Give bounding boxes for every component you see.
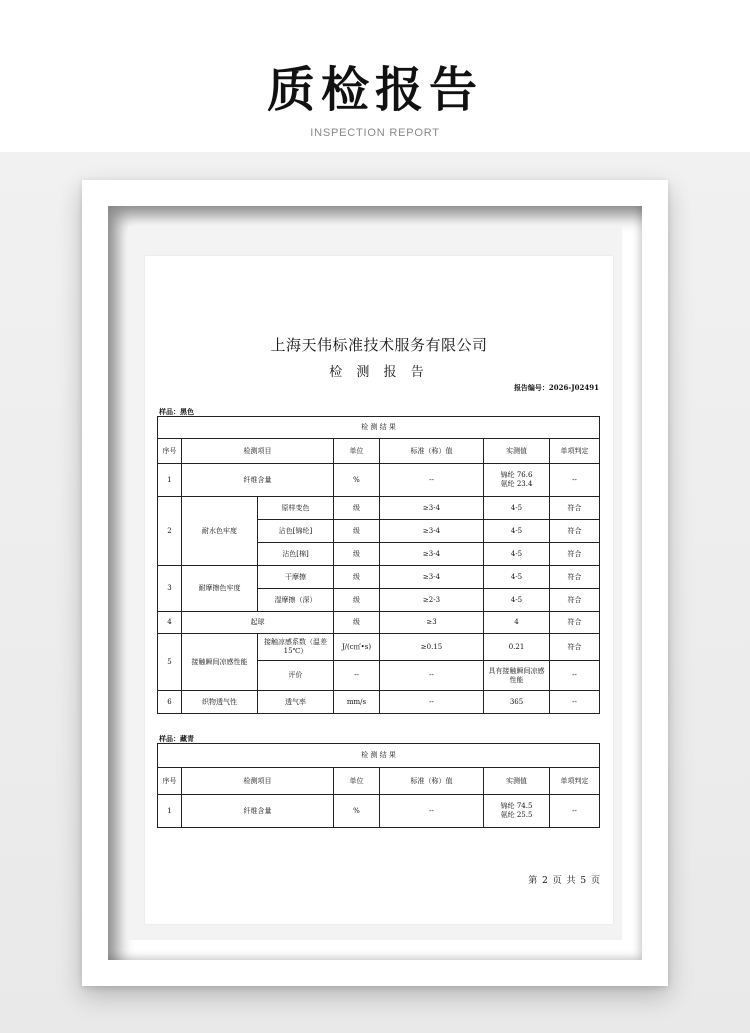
- row-measured: [484, 795, 550, 828]
- row-unit: 级: [334, 497, 380, 520]
- row-no: 2: [158, 497, 182, 566]
- table-title: 检 测 结 果: [158, 417, 600, 439]
- row-measured: 具有接触瞬间凉感性能: [484, 661, 550, 691]
- results-table-black: [157, 416, 600, 714]
- measured-line: 锦纶 74.5: [500, 802, 533, 810]
- col-header-standard: 标准（称）值: [380, 439, 484, 464]
- row-measured: 4-5: [484, 497, 550, 520]
- row-judgement: --: [550, 691, 600, 714]
- col-header-measured: 实测值: [484, 439, 550, 464]
- col-header-measured: 实测值: [484, 768, 550, 795]
- row-no: 5: [158, 634, 182, 691]
- table-title-row: [158, 417, 600, 439]
- row-measured: 4: [484, 612, 550, 634]
- row-standard: ≥2-3: [380, 589, 484, 612]
- page-number: 第 2 页 共 5 页: [528, 876, 601, 886]
- row-judgement: --: [550, 795, 600, 828]
- col-header-judgement: 单项判定: [550, 439, 600, 464]
- row-judgement: --: [550, 464, 600, 497]
- col-header-no: 序号: [158, 439, 182, 464]
- measured-line: 氨纶 25.5: [500, 811, 533, 819]
- table-row: [158, 612, 600, 634]
- row-judgement: --: [550, 661, 600, 691]
- row-standard: ≥3-4: [380, 497, 484, 520]
- col-header-item: 检测项目: [182, 439, 334, 464]
- col-header-standard: 标准（称）值: [380, 768, 484, 795]
- row-unit: 级: [334, 612, 380, 634]
- col-header-item: 检测项目: [182, 768, 334, 795]
- row-subitem: 原样变色: [258, 497, 334, 520]
- row-measured: 4-5: [484, 566, 550, 589]
- report-number: 报告编号：2026-J02491: [513, 383, 599, 392]
- report-paper: [145, 256, 613, 924]
- table-title: 检 测 结 果: [158, 744, 600, 768]
- row-item: 纤维含量: [182, 795, 334, 828]
- row-no: 4: [158, 612, 182, 634]
- row-unit: J/(c㎡•s): [334, 634, 380, 661]
- row-subitem: 透气率: [258, 691, 334, 714]
- table-row: [158, 497, 600, 520]
- table-row: [158, 795, 600, 828]
- row-measured: 4-5: [484, 589, 550, 612]
- table-row: [158, 691, 600, 714]
- row-standard: ≥3-4: [380, 543, 484, 566]
- row-subitem: 湿摩擦（深）: [258, 589, 334, 612]
- table-header-row: [158, 439, 600, 464]
- row-measured: [484, 464, 550, 497]
- row-subitem: 沾色[棉]: [258, 543, 334, 566]
- page-subtitle: INSPECTION REPORT: [310, 127, 440, 139]
- col-header-unit: 单位: [334, 768, 380, 795]
- row-standard: --: [380, 661, 484, 691]
- row-no: 6: [158, 691, 182, 714]
- row-judgement: 符合: [550, 520, 600, 543]
- row-standard: --: [380, 464, 484, 497]
- col-header-unit: 单位: [334, 439, 380, 464]
- row-no: 3: [158, 566, 182, 612]
- row-no: 1: [158, 795, 182, 828]
- row-standard: ≥3: [380, 612, 484, 634]
- row-item: 起球: [182, 612, 334, 634]
- row-item: 纤维含量: [182, 464, 334, 497]
- row-judgement: 符合: [550, 543, 600, 566]
- table-header-row: [158, 768, 600, 795]
- row-standard: --: [380, 795, 484, 828]
- sample-label-navy: 样品：藏青: [159, 734, 194, 743]
- measured-line: 锦纶 76.6: [500, 471, 533, 479]
- row-unit: 级: [334, 520, 380, 543]
- row-unit: 级: [334, 566, 380, 589]
- row-standard: ≥3-4: [380, 520, 484, 543]
- results-table-navy: [157, 743, 600, 828]
- report-title: 检 测 报 告: [329, 365, 429, 380]
- row-unit: 级: [334, 589, 380, 612]
- row-item: 织物透气性: [182, 691, 258, 714]
- table-row: [158, 566, 600, 589]
- row-no: 1: [158, 464, 182, 497]
- row-unit: 级: [334, 543, 380, 566]
- row-subitem: 接触凉感系数（温差15℃）: [258, 634, 334, 661]
- row-standard: ≥3-4: [380, 566, 484, 589]
- col-header-no: 序号: [158, 768, 182, 795]
- table-row: [158, 464, 600, 497]
- table-title-row: [158, 744, 600, 768]
- row-unit: %: [334, 795, 380, 828]
- row-subitem: 干摩擦: [258, 566, 334, 589]
- row-judgement: 符合: [550, 634, 600, 661]
- row-judgement: 符合: [550, 497, 600, 520]
- company-name: 上海天伟标准技术服务有限公司: [270, 336, 488, 354]
- table-row: [158, 634, 600, 661]
- row-measured: 4-5: [484, 543, 550, 566]
- row-subitem: 沾色[锦纶]: [258, 520, 334, 543]
- row-measured: 0.21: [484, 634, 550, 661]
- row-judgement: 符合: [550, 612, 600, 634]
- col-header-judgement: 单项判定: [550, 768, 600, 795]
- row-standard: --: [380, 691, 484, 714]
- sample-label-black: 样品：黑色: [159, 407, 194, 416]
- row-measured: 365: [484, 691, 550, 714]
- measured-line: 氨纶 23.4: [500, 480, 533, 488]
- row-item: 耐摩擦色牢度: [182, 566, 258, 612]
- row-subitem: 评价: [258, 661, 334, 691]
- row-measured: 4-5: [484, 520, 550, 543]
- row-unit: mm/s: [334, 691, 380, 714]
- row-judgement: 符合: [550, 589, 600, 612]
- row-standard: ≥0.15: [380, 634, 484, 661]
- row-unit: %: [334, 464, 380, 497]
- row-item: 接触瞬间凉感性能: [182, 634, 258, 691]
- row-item: 耐水色牢度: [182, 497, 258, 566]
- row-unit: --: [334, 661, 380, 691]
- page-title: 质检报告: [266, 62, 483, 118]
- row-judgement: 符合: [550, 566, 600, 589]
